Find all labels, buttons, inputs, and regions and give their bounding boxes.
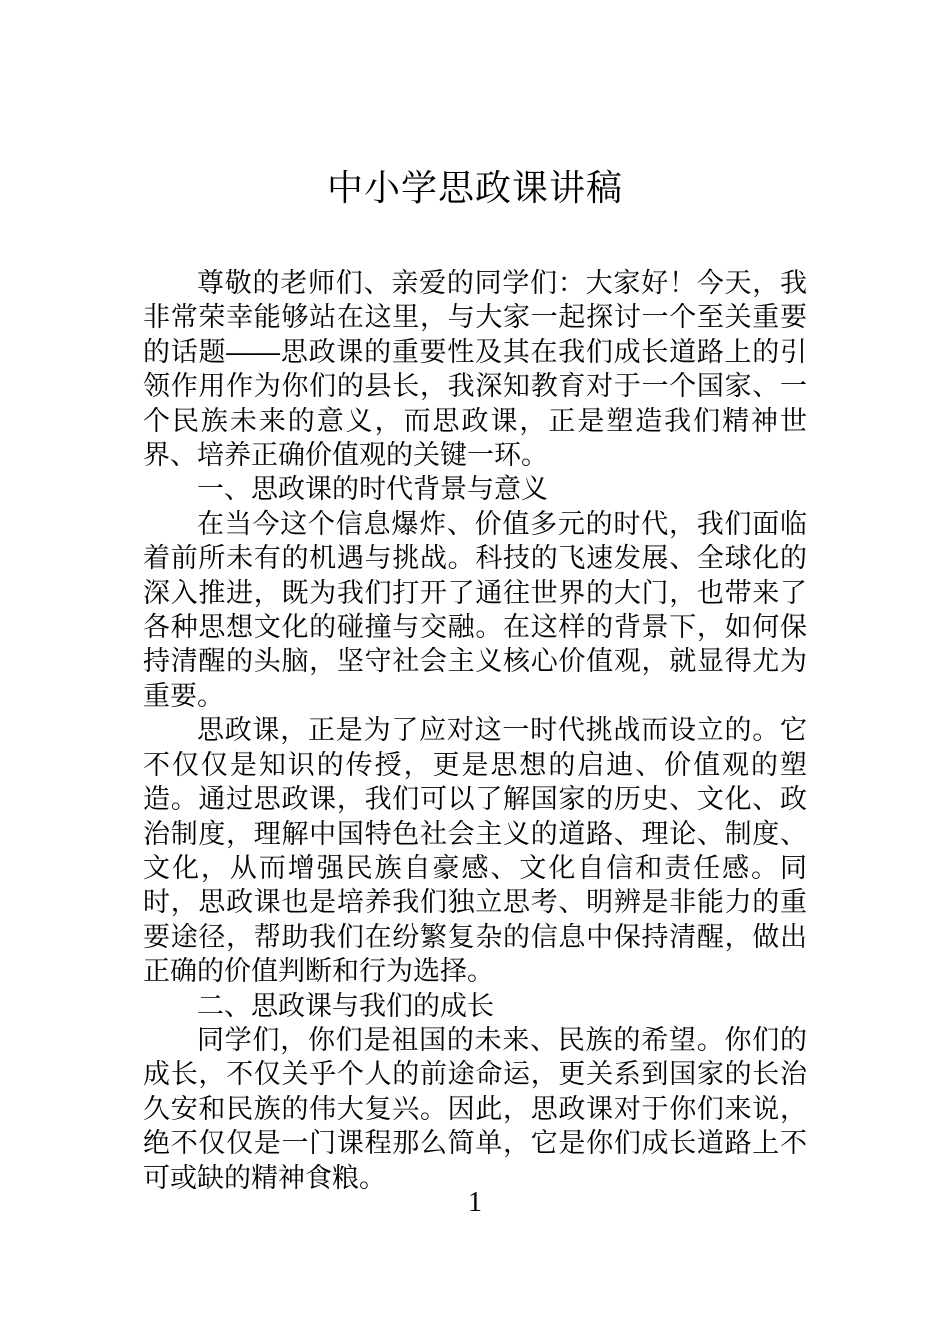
paragraph-opening: 尊敬的老师们、亲爱的同学们：大家好！今天，我非常荣幸能够站在这里，与大家一起探讨一个至关重要的话题——思政课的重要性及其在我们成长道路上的引领作用作为你们的县长，我深知教育对于一个国家、一个民族未来的意义，而思政课，正是塑造我们精神世界、培养正确价值观的关键一环。: [143, 268, 807, 471]
section-heading-2: 二、思政课与我们的成长: [197, 990, 494, 1021]
paragraph-era-background: 在当今这个信息爆炸、价值多元的时代，我们面临着前所未有的机遇与挑战。科技的飞速发展、全球化的深入推进，既为我们打开了通往世界的大门，也带来了各种思想文化的碰撞与交融。在这样的背景下，如何保持清醒的头脑，坚守社会主义核心价值观，就显得尤为重要。: [143, 508, 807, 711]
page-number: 1: [468, 1187, 482, 1218]
paragraph-course-purpose: 思政课，正是为了应对这一时代挑战而设立的。它不仅仅是知识的传授，更是思想的启迪、价值观的塑造。通过思政课，我们可以了解国家的历史、文化、政治制度，理解中国特色社会主义的道路、理论、制度、文化，从而增强民族自豪感、文化自信和责任感。同时，思政课也是培养我们独立思考、明辨是非能力的重要途径，帮助我们在纷繁复杂的信息中保持清醒，做出正确的价值判断和行为选择。: [143, 715, 807, 987]
paragraph-growth: 同学们，你们是祖国的未来、民族的希望。你们的成长，不仅关乎个人的前途命运，更关系到国家的长治久安和民族的伟大复兴。因此，思政课对于你们来说，绝不仅仅是一门课程那么简单，它是你们成长道路上不可或缺的精神食粮。: [143, 1024, 807, 1193]
section-heading-1: 一、思政课的时代背景与意义: [197, 474, 548, 505]
document-content: [143, 0, 807, 1195]
document-title: 中小学思政课讲稿: [326, 167, 623, 208]
document-body: [143, 266, 807, 1195]
